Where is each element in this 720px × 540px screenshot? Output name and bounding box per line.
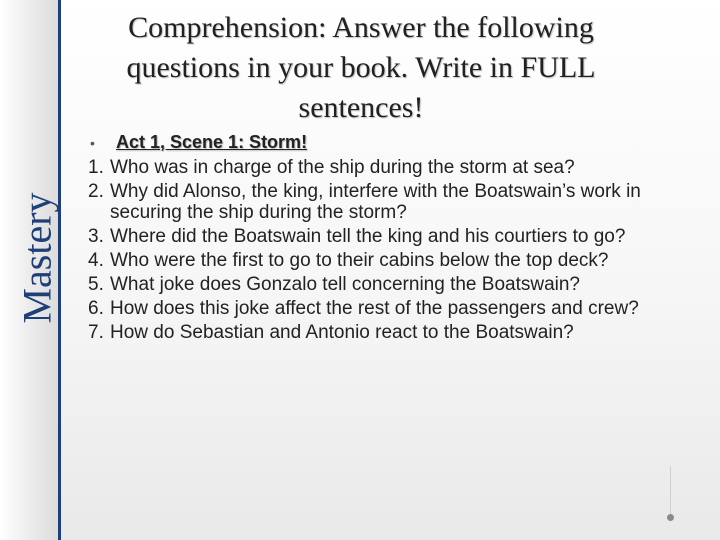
item-number: 2.: [88, 181, 104, 202]
section-heading-line: [88, 132, 710, 157]
list-item: [88, 274, 710, 295]
section-heading: Act 1, Scene 1: Storm!: [116, 132, 308, 152]
item-number: 1.: [88, 157, 104, 178]
list-item: [88, 181, 710, 223]
question-text: What joke does Gonzalo tell concerning the Boatswain?: [110, 274, 580, 295]
question-text: How does this joke affect the rest of the passengers and crew?: [110, 298, 639, 319]
question-text: Who was in charge of the ship during the storm at sea?: [110, 157, 575, 178]
item-number: 3.: [88, 226, 104, 247]
item-number: 6.: [88, 298, 104, 319]
corner-dot-decoration: [667, 514, 674, 521]
question-list: [88, 157, 710, 343]
bullet-icon: •: [90, 135, 95, 151]
item-number: 7.: [88, 322, 104, 343]
item-number: 4.: [88, 250, 104, 271]
list-item: [88, 226, 710, 247]
sidebar-label: Mastery: [14, 192, 60, 324]
list-item: [88, 250, 710, 271]
question-text: Where did the Boatswain tell the king and his courtiers to go?: [110, 226, 626, 247]
item-number: 5.: [88, 274, 104, 295]
question-text: Why did Alonso, the king, interfere with the Boatswain’s work in securing the ship during the storm?: [110, 181, 641, 223]
list-item: [88, 157, 710, 178]
list-item: [88, 322, 710, 343]
corner-line-decoration: [670, 466, 671, 514]
question-text: Who were the first to go to their cabins below the top deck?: [110, 250, 609, 271]
question-text: How do Sebastian and Antonio react to the Boatswain?: [110, 322, 574, 343]
list-item: [88, 298, 710, 319]
slide-title: Comprehension: Answer the following questions in your book. Write in FULL sentences!: [126, 11, 596, 124]
content-body: [88, 132, 710, 346]
